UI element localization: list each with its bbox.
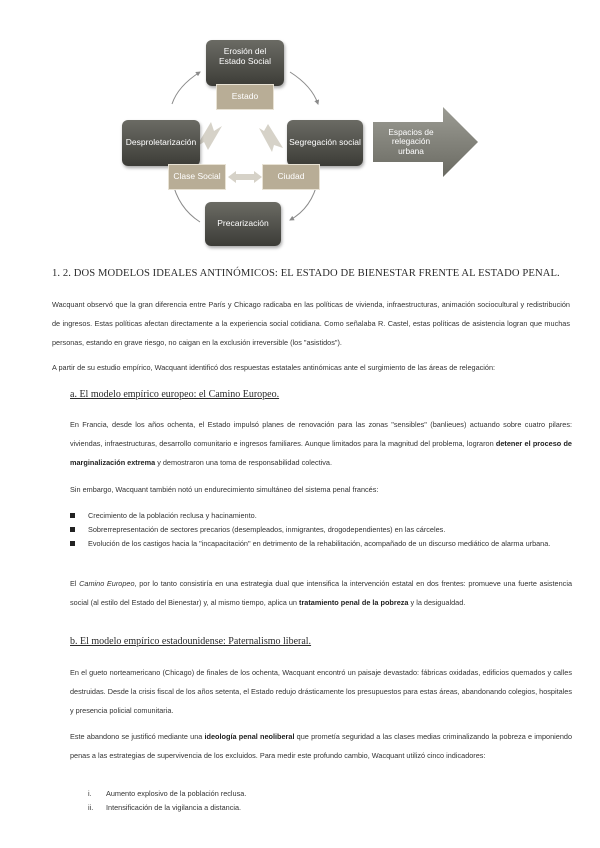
bullet-square-icon xyxy=(70,527,75,532)
section-a-paragraph-3: El Camino Europeo, por lo tanto consistiría en una estrategia dual que intensifica la intervención estatal en dos frentes: promueve una fuerte asistencia social (al estilo del Estado del Bienestar) y, al mismo tiempo, aplica un tratamiento penal de la pobreza y la desigualdad. xyxy=(70,579,573,607)
subsection-a-title: a. El modelo empírico europeo: el Camino Europeo. xyxy=(70,389,280,400)
section-title: 1. 2. DOS MODELOS IDEALES ANTINÓMICOS: EL ESTADO DE BIENESTAR FRENTE AL ESTADO PENAL. xyxy=(52,268,560,279)
intro-paragraph-1: Wacquant observó que la gran diferencia entre París y Chicago radicaba en las políticas de vivienda, infraestructuras, animación sociocultural y redistribución de ingresos. Estas políticas afectan directamente a la experiencia social cotidiana. Como señalaba R. Castel, estas políticas de asistencia logran que muchas personas, estando en grave riesgo, no caigan en la exclusión irreversible (los "asistidos"). xyxy=(52,300,570,347)
list-item: ii. Intensificación de la vigilancia a distancia. xyxy=(88,803,242,812)
box-ciudad: Ciudad xyxy=(262,164,320,190)
cycle-diagram xyxy=(0,0,600,260)
box-clase-social: Clase Social xyxy=(168,164,226,190)
section-b-numbered-list xyxy=(88,787,568,814)
box-precarizacion: Precarización xyxy=(205,202,281,246)
bullet-square-icon xyxy=(70,541,75,546)
section-a-bullet-list xyxy=(70,509,572,550)
box-erosion-estado-social: Erosión del Estado Social xyxy=(206,40,284,86)
inner-arrow-horizontal xyxy=(228,171,262,183)
box-desproletarizacion: Desproletarización xyxy=(122,120,200,166)
inner-arrow-right xyxy=(259,124,283,152)
box-estado: Estado xyxy=(216,84,274,110)
section-b-paragraph-2: Este abandono se justificó mediante una ideología penal neoliberal que prometía seguridad a las clases medias criminalizando la pobreza e imponiendo penas a las estrategias de supervivencia de los excluidos. Para medir este profundo cambio, Wacquant utilizó cinco indicadores: xyxy=(70,732,572,760)
cycle-arrow-top-right xyxy=(290,72,318,104)
subsection-b-title: b. El modelo empírico estadounidense: Paternalismo liberal. xyxy=(70,636,312,647)
section-b-paragraph-1: En el gueto norteamericano (Chicago) de finales de los ochenta, Wacquant encontró un paisaje devastado: fábricas oxidadas, edificios quemados y calles destruidas. Desde la crisis fiscal de los años setenta, el Estado redujo drásticamente los presupuestos para estas áreas, abandonando colegios, hospitales y presencia policial comunitaria. xyxy=(70,668,572,715)
cycle-arrow-top-left xyxy=(172,72,200,104)
list-item: i. Aumento explosivo de la población reclusa. xyxy=(88,789,247,798)
section-a-paragraph-2: Sin embargo, Wacquant también notó un endurecimiento simultáneo del sistema penal francés: xyxy=(70,485,379,494)
list-item: Evolución de los castigos hacia la "incapacitación" en detrimento de la rehabilitación, acompañado de un discurso mediático de alarma urbana. xyxy=(70,537,572,550)
box-segregacion-social: Segregación social xyxy=(287,120,363,166)
arrow-label-espacios: Espacios de relegación urbana xyxy=(388,126,434,156)
list-item: Crecimiento de la población reclusa y hacinamiento. xyxy=(70,509,572,522)
section-a-paragraph-1: En Francia, desde los años ochenta, el Estado impulsó planes de renovación para las zonas "sensibles" (banlieues) actuando sobre cuatro pilares: viviendas, infraestructuras, desarrollo comunitario e ingresos familiares. Aunque limitados para la magnitud del problema, lograron detener el proceso de marginalización extrema y demostraron una toma de responsabilidad colectiva. xyxy=(70,420,572,467)
list-item: Sobrerrepresentación de sectores precarios (desempleados, inmigrantes, drogodependientes) en las cárceles. xyxy=(70,523,572,536)
bullet-square-icon xyxy=(70,513,75,518)
intro-paragraph-2: A partir de su estudio empírico, Wacquant identificó dos respuestas estatales antinómicas ante el surgimiento de las áreas de relegación: xyxy=(52,363,496,372)
